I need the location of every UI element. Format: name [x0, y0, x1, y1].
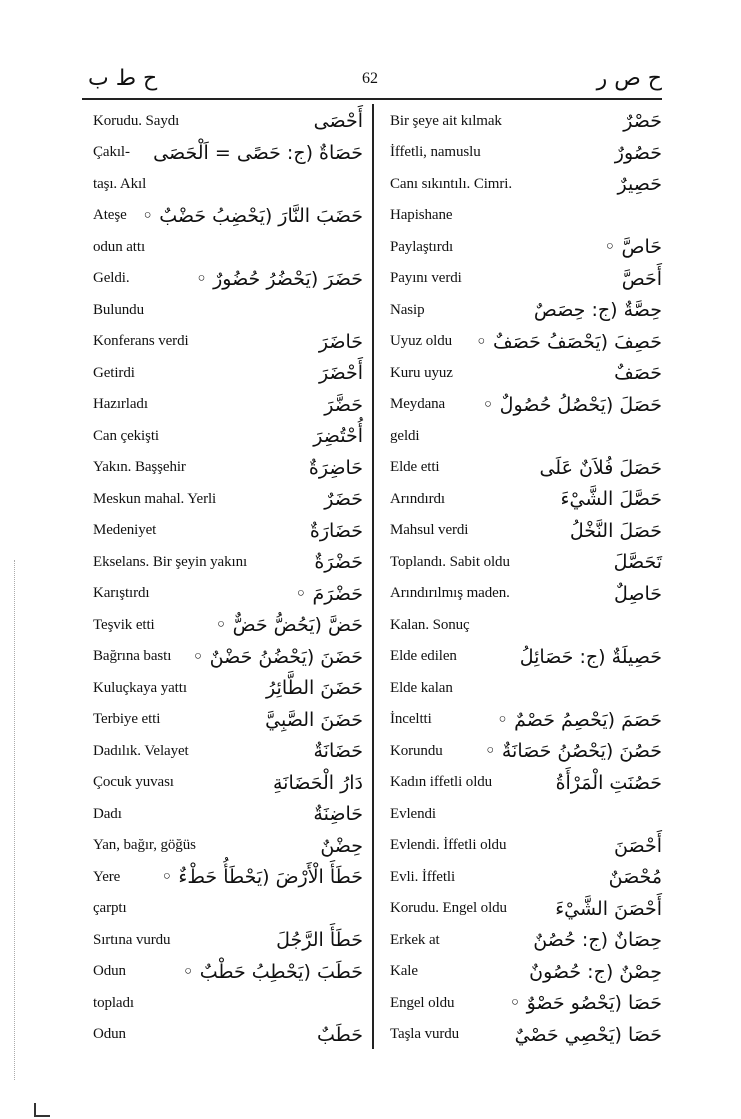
turkish-meaning: Konferans verdi — [93, 333, 189, 349]
dictionary-entry — [93, 201, 363, 231]
turkish-meaning: Odun — [93, 1026, 126, 1042]
arabic-headword: حِصَّةٌ (ج: حِصَصٌ — [533, 299, 662, 321]
arabic-headword: حَصُنَ (يَحْصُنُ حَصَانَةٌ ◦ — [484, 740, 662, 762]
turkish-meaning: Evli. İffetli — [390, 868, 456, 885]
turkish-meaning: Sırtına vurdu — [93, 931, 171, 948]
arabic-headword: حَصَّلَ الشَّيْءَ — [560, 488, 662, 510]
arabic-headword: حَضَنَ الطَّائِرُ — [266, 677, 363, 699]
turkish-meaning: çarptı — [93, 900, 127, 916]
arabic-headword: حَصَا (يَحْصِي حَصْيٌ — [514, 1023, 662, 1046]
dictionary-entry — [390, 894, 662, 924]
turkish-meaning: Çakıl- — [93, 144, 130, 160]
arabic-headword: تَحَصَّلَ — [613, 551, 662, 573]
turkish-meaning: Korudu. Engel oldu — [390, 900, 507, 916]
arabic-headword: حَاضَرَ — [318, 330, 363, 353]
dictionary-entry — [390, 957, 662, 987]
dictionary-entry — [93, 547, 363, 577]
dictionary-entry — [93, 421, 363, 451]
dictionary-entry — [93, 831, 363, 861]
arabic-headword: حِصَانٌ (ج: حُصُنٌ — [533, 929, 662, 951]
turkish-meaning: Mahsul verdi — [390, 522, 469, 538]
dictionary-entry — [93, 516, 363, 546]
dictionary-entry — [93, 610, 363, 640]
turkish-meaning: Bir şeye ait kılmak — [390, 112, 502, 129]
dictionary-entry — [93, 799, 363, 829]
dictionary-entry — [93, 138, 363, 168]
dictionary-entry — [93, 169, 363, 199]
dictionary-entry — [390, 484, 662, 514]
dictionary-entry — [93, 106, 363, 136]
arabic-headword: أَحْصَى — [313, 110, 363, 132]
turkish-meaning: topladı — [93, 994, 134, 1011]
arabic-headword: حَطَبَ (يَحْطِبُ حَطْبٌ ◦ — [182, 960, 363, 983]
arabic-headword: حِصْنٌ (ج: حُصُونٌ — [529, 960, 662, 983]
dictionary-entry — [93, 484, 363, 514]
dictionary-entry — [390, 295, 662, 325]
arabic-headword: حَطَأَ الْأَرْضَ (يَحْطَأُ حَطْءٌ ◦ — [161, 866, 363, 888]
turkish-meaning: Elde etti — [390, 459, 440, 475]
dictionary-entry — [390, 736, 662, 766]
turkish-meaning: Bağrına bastı — [93, 648, 172, 664]
arabic-headword: حَصَاةٌ (ج: حَصًى = اَلْحَصَى — [153, 141, 363, 164]
turkish-meaning: Kadın iffetli oldu — [390, 774, 493, 790]
turkish-meaning: Evlendi. İffetli oldu — [390, 837, 507, 853]
turkish-meaning: Arındırılmış maden. — [390, 585, 510, 601]
arabic-headword: أَحْضَرَ — [319, 362, 363, 384]
turkish-meaning: Bulundu — [93, 301, 144, 318]
dictionary-entry — [93, 925, 363, 955]
arabic-headword: حَضَبَ النَّارَ (يَحْضِبُ حَضْبٌ ◦ — [142, 204, 363, 227]
header-letters-left: ح ط ب — [88, 66, 158, 91]
arabic-headword: حَصُورٌ — [614, 141, 662, 164]
dictionary-entry — [390, 768, 662, 798]
dictionary-entry — [390, 201, 662, 231]
arabic-headword: حَصَفٌ — [614, 362, 662, 384]
dictionary-entry — [390, 138, 662, 168]
turkish-meaning: Yakın. Başşehir — [93, 459, 186, 475]
arabic-headword: أُحْتُضِرَ — [313, 425, 363, 447]
dictionary-entry — [93, 453, 363, 483]
dictionary-entry — [93, 1020, 363, 1050]
turkish-meaning: Canı sıkıntılı. Cimri. — [390, 175, 512, 192]
turkish-meaning: Medeniyet — [93, 522, 157, 538]
arabic-headword: حَضَرَ (يَحْضُرُ حُضُورٌ ◦ — [195, 267, 363, 290]
turkish-meaning: geldi — [390, 427, 420, 444]
dictionary-entry — [390, 327, 662, 357]
turkish-meaning: Hapishane — [390, 207, 453, 223]
turkish-meaning: Hazırladı — [93, 396, 148, 412]
turkish-meaning: Toplandı. Sabit oldu — [390, 553, 510, 570]
dictionary-entry — [93, 988, 363, 1018]
dictionary-entry — [93, 768, 363, 798]
turkish-meaning: Payını verdi — [390, 270, 462, 286]
dictionary-entry — [390, 1020, 662, 1050]
arabic-headword: حَاضِنَةٌ — [313, 803, 363, 825]
dictionary-entry — [93, 358, 363, 388]
corner-mark — [34, 1103, 50, 1117]
arabic-headword: حَضَنَ (يَحْضُنُ حَضْنٌ ◦ — [192, 645, 363, 668]
turkish-meaning: Yan, bağır, göğüs — [93, 837, 196, 853]
turkish-meaning: Elde kalan — [390, 679, 453, 696]
arabic-headword: حَصِفَ (يَحْصَفُ حَصَفٌ ◦ — [475, 330, 662, 353]
arabic-headword: حَضَرٌ — [324, 488, 363, 510]
arabic-headword: دَارُ الْحَضَانَةِ — [272, 771, 363, 794]
arabic-headword: حَطَبٌ — [317, 1023, 363, 1046]
arabic-headword: حَطَأَ الرَّجُلَ — [276, 929, 363, 951]
dictionary-entry — [390, 169, 662, 199]
turkish-meaning: Engel oldu — [390, 994, 455, 1011]
turkish-meaning: Uyuz oldu — [390, 333, 453, 349]
turkish-meaning: Kale — [390, 963, 418, 979]
dictionary-entry — [390, 799, 662, 829]
turkish-meaning: Teşvik etti — [93, 616, 155, 633]
arabic-headword: حَاصِلٌ — [613, 582, 662, 605]
dictionary-entry — [93, 736, 363, 766]
turkish-meaning: Yere — [93, 868, 121, 885]
dictionary-entry — [390, 547, 662, 577]
dictionary-entry — [390, 453, 662, 483]
arabic-headword: حَصْرٌ — [623, 110, 662, 132]
turkish-meaning: Geldi. — [93, 270, 130, 286]
dictionary-entry — [390, 988, 662, 1018]
turkish-meaning: Terbiye etti — [93, 711, 161, 727]
dictionary-entry — [390, 642, 662, 672]
arabic-headword: حَضَارَةٌ — [309, 519, 363, 542]
page-header — [82, 66, 664, 96]
dictionary-entry — [93, 862, 363, 892]
dictionary-entry — [390, 610, 662, 640]
turkish-meaning: Odun — [93, 963, 126, 979]
arabic-headword: حَاضِرَةٌ — [308, 456, 363, 479]
dictionary-entry — [390, 264, 662, 294]
arabic-headword: حَصَمَ (يَحْصِمُ حَصْمٌ ◦ — [496, 708, 662, 731]
dictionary-entry — [390, 925, 662, 955]
turkish-meaning: Evlendi — [390, 805, 436, 822]
turkish-meaning: Meskun mahal. Yerli — [93, 490, 217, 507]
header-letters-right: ح ص ر — [596, 66, 662, 91]
dictionary-entry — [390, 232, 662, 262]
arabic-headword: حِضْنٌ — [320, 834, 363, 857]
dictionary-entry — [93, 264, 363, 294]
dictionary-entry — [93, 642, 363, 672]
dictionary-entry — [93, 390, 363, 420]
dictionary-entry — [390, 862, 662, 892]
arabic-headword: حَضْرَةٌ — [314, 551, 363, 573]
dictionary-entry — [93, 894, 363, 924]
turkish-meaning: Dadı — [93, 805, 122, 822]
arabic-headword: حَصِيلَةٌ (ج: حَصَائِلُ — [519, 645, 662, 668]
turkish-meaning: Korundu — [390, 742, 443, 759]
arabic-headword: حَضَانَةٌ — [313, 740, 363, 762]
turkish-meaning: odun attı — [93, 238, 146, 255]
dictionary-entry — [93, 579, 363, 609]
turkish-meaning: Getirdi — [93, 364, 135, 381]
dictionary-entry — [390, 421, 662, 451]
arabic-headword: حَضَّ (يَحُضُّ حَضٌّ ◦ — [215, 614, 363, 636]
dictionary-entry — [93, 327, 363, 357]
turkish-meaning: Can çekişti — [93, 427, 159, 444]
turkish-meaning: Kuluçkaya yattı — [93, 679, 187, 696]
arabic-headword: حَصَلَ (يَحْصُلُ حُصُولٌ ◦ — [482, 393, 662, 416]
dictionary-entry — [390, 516, 662, 546]
arabic-headword: أَحْصَنَ الشَّيْءَ — [555, 897, 662, 920]
turkish-meaning: Erkek at — [390, 931, 440, 948]
turkish-meaning: İffetli, namuslu — [390, 144, 481, 160]
turkish-meaning: taşı. Akıl — [93, 175, 147, 192]
dictionary-entry — [390, 358, 662, 388]
turkish-meaning: Elde edilen — [390, 648, 457, 664]
dictionary-entry — [93, 673, 363, 703]
arabic-headword: حَضَنَ الصَّبِيَّ — [265, 708, 363, 731]
dictionary-entry — [93, 957, 363, 987]
dictionary-entry — [390, 390, 662, 420]
turkish-meaning: Kalan. Sonuç — [390, 616, 470, 633]
arabic-headword: مُحْصَنٌ — [608, 866, 662, 888]
turkish-meaning: Çocuk yuvası — [93, 774, 174, 790]
turkish-meaning: Arındırdı — [390, 490, 445, 507]
column-divider — [372, 104, 374, 1049]
arabic-headword: حَصَلَ النَّخْلُ — [569, 519, 662, 542]
turkish-meaning: Paylaştırdı — [390, 238, 454, 255]
arabic-headword: حَصِيرٌ — [617, 173, 662, 195]
turkish-meaning: Kuru uyuz — [390, 364, 453, 381]
arabic-headword: حَاصَّ ◦ — [604, 236, 662, 258]
dictionary-entry — [390, 106, 662, 136]
margin-scan-dots — [14, 560, 15, 1080]
turkish-meaning: İnceltti — [390, 711, 432, 727]
header-rule — [82, 98, 662, 100]
dictionary-entry — [93, 295, 363, 325]
dictionary-entry — [93, 705, 363, 735]
arabic-headword: أَحَصَّ — [621, 267, 662, 290]
turkish-meaning: Dadılık. Velayet — [93, 742, 189, 759]
turkish-meaning: Nasip — [390, 301, 425, 318]
page-number: 62 — [362, 70, 378, 87]
dictionary-entry — [390, 831, 662, 861]
turkish-meaning: Ekselans. Bir şeyin yakını — [93, 553, 248, 570]
dictionary-entry — [93, 232, 363, 262]
turkish-meaning: Karıştırdı — [93, 585, 150, 601]
dictionary-entry — [390, 705, 662, 735]
turkish-meaning: Ateşe — [93, 207, 127, 223]
turkish-meaning: Meydana — [390, 396, 446, 412]
arabic-headword: حَصُنَتِ الْمَرْأَةُ — [555, 771, 662, 794]
arabic-headword: أَحْصَنَ — [614, 834, 662, 857]
turkish-meaning: Korudu. Saydı — [93, 112, 180, 129]
arabic-headword: حَصَلَ فُلاَنٌ عَلَى — [539, 456, 662, 479]
turkish-meaning: Taşla vurdu — [390, 1026, 460, 1042]
arabic-headword: حَضْرَمَ ◦ — [295, 582, 363, 605]
arabic-headword: حَضَّرَ — [324, 393, 363, 416]
dictionary-entry — [390, 673, 662, 703]
arabic-headword: حَصَا (يَحْصُو حَصْوٌ ◦ — [509, 992, 662, 1014]
dictionary-entry — [390, 579, 662, 609]
